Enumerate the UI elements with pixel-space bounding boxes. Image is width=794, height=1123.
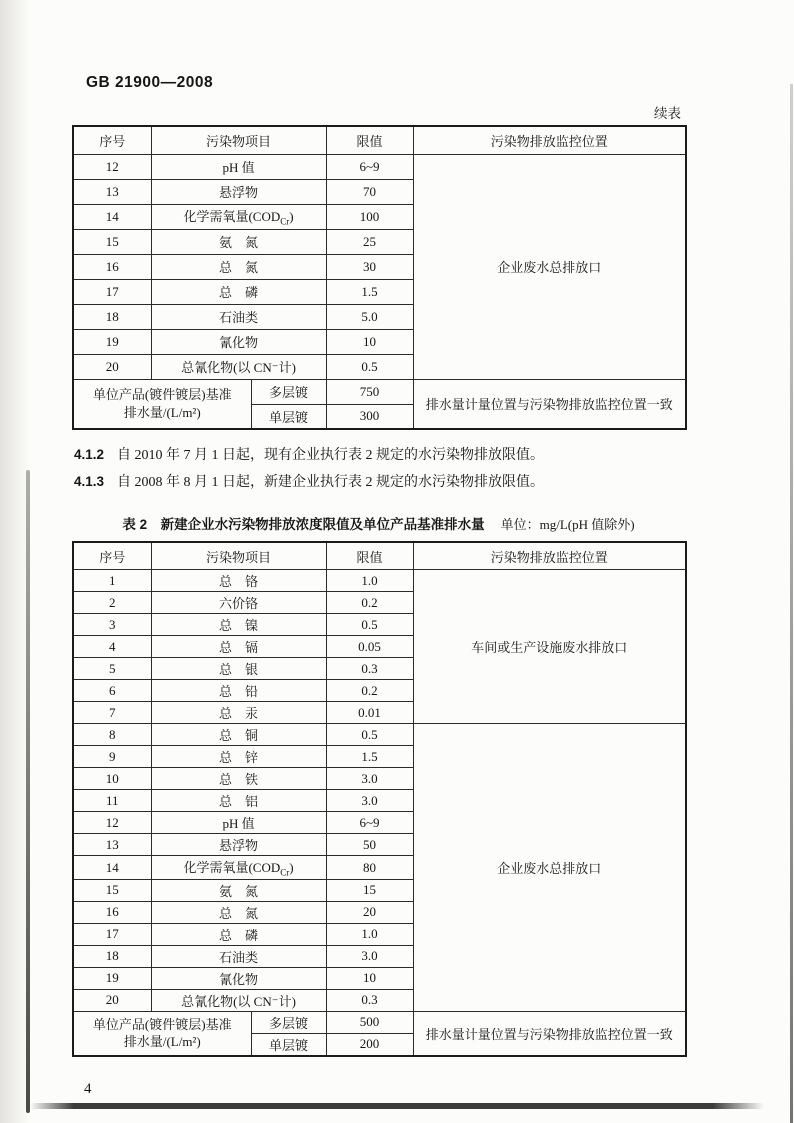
pollutant-row <box>73 154 686 179</box>
col-header-monitor-location: 污染物排放监控位置 <box>413 542 686 570</box>
cell-pollutant-item: 总 汞 <box>151 702 326 724</box>
cell-pollutant-item: 石油类 <box>151 945 326 967</box>
cell-serial-no: 1 <box>73 570 151 592</box>
cell-serial-no: 13 <box>73 834 151 856</box>
header-row <box>73 126 686 154</box>
cell-pollutant-item: 石油类 <box>151 304 326 329</box>
cell-serial-no: 13 <box>73 179 151 204</box>
cell-limit-value: 80 <box>326 856 413 880</box>
table-existing-enterprise-limits <box>72 125 687 430</box>
cell-limit-value: 10 <box>326 329 413 354</box>
table-2-unit-note: 单位：mg/L(pH 值除外) <box>500 516 635 532</box>
cell-pollutant-item: 总 氮 <box>151 901 326 923</box>
cell-limit-value: 0.5 <box>326 614 413 636</box>
cell-pollutant-item: 悬浮物 <box>151 834 326 856</box>
col-header-limit: 限值 <box>326 126 413 154</box>
page-number: 4 <box>84 1080 92 1097</box>
cell-pollutant-item: 总 铝 <box>151 790 326 812</box>
document-page <box>72 74 685 1098</box>
cell-pollutant-item: pH 值 <box>151 812 326 834</box>
cell-limit-value: 100 <box>326 204 413 229</box>
cell-limit-value: 30 <box>326 254 413 279</box>
clause-4-1-2 <box>72 446 685 466</box>
baseline-value-cell: 300 <box>326 404 413 429</box>
table-2-caption <box>72 513 685 533</box>
cell-limit-value: 0.05 <box>326 636 413 658</box>
cell-serial-no: 19 <box>73 329 151 354</box>
table-2-title: 表 2 新建企业水污染物排放浓度限值及单位产品基准排水量 <box>122 516 485 532</box>
cell-pollutant-item: 总 铅 <box>151 680 326 702</box>
baseline-value-cell: 500 <box>326 1011 413 1033</box>
pollutant-row <box>73 724 686 746</box>
cell-limit-value: 1.5 <box>326 279 413 304</box>
cell-serial-no: 5 <box>73 658 151 680</box>
cell-pollutant-item: 总 镉 <box>151 636 326 658</box>
cell-limit-value: 10 <box>326 967 413 989</box>
clause-number: 4.1.2 <box>74 447 105 462</box>
pollutant-row <box>73 570 686 592</box>
cell-limit-value: 0.2 <box>326 680 413 702</box>
cell-serial-no: 18 <box>73 304 151 329</box>
clause-text: 自 2008 年 8 月 1 日起，新建企业执行表 2 规定的水污染物排放限值。 <box>117 474 545 490</box>
cell-serial-no: 4 <box>73 636 151 658</box>
cell-pollutant-item: 总 铜 <box>151 724 326 746</box>
cell-serial-no: 9 <box>73 746 151 768</box>
cell-limit-value: 0.2 <box>326 592 413 614</box>
cell-serial-no: 17 <box>73 923 151 945</box>
col-header-item: 污染物项目 <box>151 542 326 570</box>
scan-left-line-artifact <box>26 470 30 1113</box>
cell-pollutant-item: 总氰化物(以 CN⁻计) <box>151 989 326 1011</box>
cell-pollutant-item: 总 氮 <box>151 254 326 279</box>
cell-serial-no: 10 <box>73 768 151 790</box>
cell-pollutant-item: 氨 氮 <box>151 229 326 254</box>
cell-serial-no: 2 <box>73 592 151 614</box>
cell-pollutant-item: 悬浮物 <box>151 179 326 204</box>
cell-pollutant-item: 总 铁 <box>151 768 326 790</box>
scan-bottom-band-artifact <box>30 1103 764 1109</box>
cell-monitor-location: 企业废水总排放口 <box>413 724 686 1012</box>
cell-limit-value: 0.3 <box>326 658 413 680</box>
cell-serial-no: 16 <box>73 901 151 923</box>
cell-limit-value: 6~9 <box>326 812 413 834</box>
clause-text: 自 2010 年 7 月 1 日起，现有企业执行表 2 规定的水污染物排放限值。 <box>117 448 545 463</box>
cell-monitor-location: 企业废水总排放口 <box>413 154 686 379</box>
baseline-monitor-cell: 排水量计量位置与污染物排放监控位置一致 <box>413 1011 686 1056</box>
cell-serial-no: 8 <box>73 724 151 746</box>
cell-limit-value: 6~9 <box>326 154 413 179</box>
cell-limit-value: 0.3 <box>326 989 413 1011</box>
clause-number: 4.1.3 <box>74 473 105 489</box>
cell-serial-no: 6 <box>73 680 151 702</box>
cell-pollutant-item: 化学需氧量$(COD_{Cr})$ <box>151 204 326 229</box>
col-header-item: 污染物项目 <box>151 126 326 154</box>
baseline-label-cell: 单位产品(镀件镀层)基准 排水量/(L/m²) <box>73 1011 251 1056</box>
cell-serial-no: 15 <box>73 879 151 901</box>
cell-pollutant-item: pH 值 <box>151 154 326 179</box>
cell-limit-value: 3.0 <box>326 790 413 812</box>
cell-limit-value: 3.0 <box>326 768 413 790</box>
baseline-value-cell: 750 <box>326 379 413 404</box>
cell-monitor-location: 车间或生产设施废水排放口 <box>413 570 686 724</box>
cell-limit-value: 70 <box>326 179 413 204</box>
col-header-no: 序号 <box>73 126 151 154</box>
cell-pollutant-item: 总氰化物(以 CN⁻计) <box>151 354 326 379</box>
cell-serial-no: 20 <box>73 989 151 1011</box>
cell-pollutant-item: 氨 氮 <box>151 879 326 901</box>
baseline-plating-type-cell: 单层镀 <box>251 1033 326 1056</box>
cell-serial-no: 19 <box>73 967 151 989</box>
col-header-no: 序号 <box>73 542 151 570</box>
header-row <box>73 542 686 570</box>
baseline-plating-type-cell: 单层镀 <box>251 404 326 429</box>
col-header-limit: 限值 <box>326 542 413 570</box>
cell-pollutant-item: 化学需氧量$(COD_{Cr})$ <box>151 856 326 880</box>
cell-pollutant-item: 总 锌 <box>151 746 326 768</box>
cell-serial-no: 12 <box>73 812 151 834</box>
cell-serial-no: 11 <box>73 790 151 812</box>
cell-limit-value: 3.0 <box>326 945 413 967</box>
cell-serial-no: 12 <box>73 154 151 179</box>
cell-limit-value: 25 <box>326 229 413 254</box>
baseline-plating-type-cell: 多层镀 <box>251 379 326 404</box>
continued-table-label: 续表 <box>654 106 681 121</box>
baseline-plating-type-cell: 多层镀 <box>251 1011 326 1033</box>
table-new-enterprise-limits <box>72 541 687 1057</box>
cell-serial-no: 20 <box>73 354 151 379</box>
cell-serial-no: 14 <box>73 204 151 229</box>
cell-serial-no: 18 <box>73 945 151 967</box>
cell-limit-value: 0.5 <box>326 354 413 379</box>
clause-4-1-3 <box>72 473 685 493</box>
cell-pollutant-item: 总 镍 <box>151 614 326 636</box>
cell-pollutant-item: 总 银 <box>151 658 326 680</box>
baseline-row <box>73 1011 686 1033</box>
cell-pollutant-item: 总 磷 <box>151 923 326 945</box>
cell-pollutant-item: 总 铬 <box>151 570 326 592</box>
cell-pollutant-item: 六价铬 <box>151 592 326 614</box>
cell-serial-no: 3 <box>73 614 151 636</box>
cell-limit-value: 5.0 <box>326 304 413 329</box>
cell-limit-value: 0.5 <box>326 724 413 746</box>
cell-serial-no: 16 <box>73 254 151 279</box>
cell-limit-value: 50 <box>326 834 413 856</box>
cell-pollutant-item: 总 磷 <box>151 279 326 304</box>
cell-limit-value: 1.0 <box>326 570 413 592</box>
baseline-value-cell: 200 <box>326 1033 413 1056</box>
cell-limit-value: 1.5 <box>326 746 413 768</box>
standard-number: GB 21900—2008 <box>86 74 214 91</box>
cell-serial-no: 15 <box>73 229 151 254</box>
cell-serial-no: 7 <box>73 702 151 724</box>
cell-limit-value: 15 <box>326 879 413 901</box>
scan-right-line-artifact <box>790 84 793 1123</box>
cell-pollutant-item: 氰化物 <box>151 329 326 354</box>
baseline-row <box>73 379 686 404</box>
cell-serial-no: 17 <box>73 279 151 304</box>
cell-limit-value: 0.01 <box>326 702 413 724</box>
cell-limit-value: 20 <box>326 901 413 923</box>
cell-pollutant-item: 氰化物 <box>151 967 326 989</box>
baseline-label-cell: 单位产品(镀件镀层)基准 排水量/(L/m²) <box>73 379 251 429</box>
baseline-monitor-cell: 排水量计量位置与污染物排放监控位置一致 <box>413 379 686 429</box>
cell-serial-no: 14 <box>73 856 151 880</box>
cell-limit-value: 1.0 <box>326 923 413 945</box>
col-header-monitor-location: 污染物排放监控位置 <box>413 126 686 154</box>
